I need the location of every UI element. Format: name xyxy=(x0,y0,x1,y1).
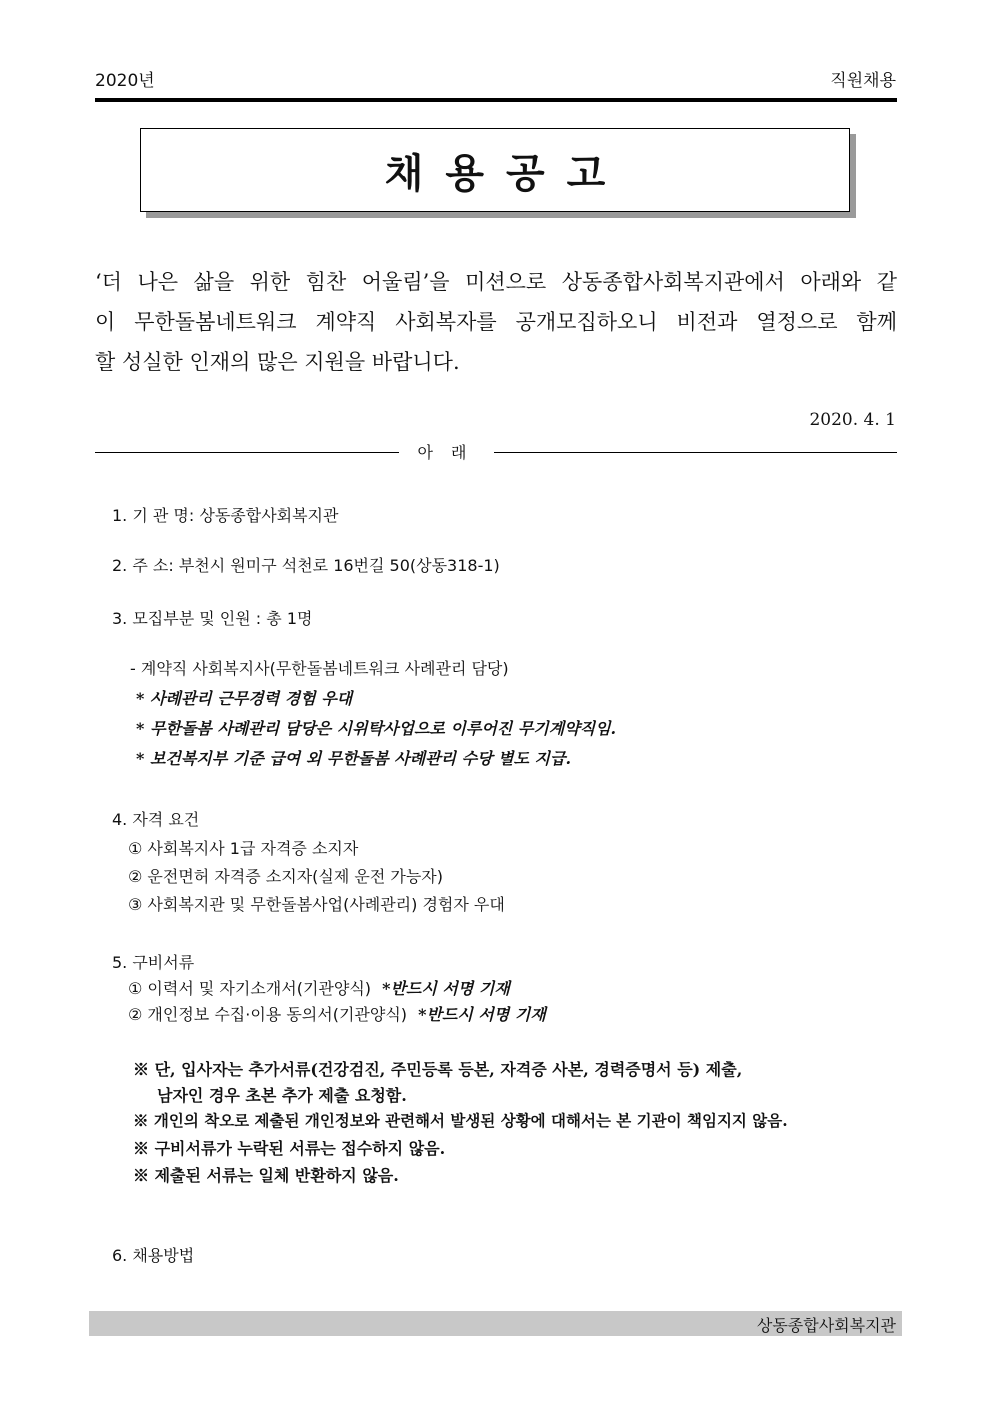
separator-line-right xyxy=(494,452,897,453)
separator-label: 아래 xyxy=(417,443,485,462)
recruitment-note: * 무한돌봄 사례관리 담당은 시위탁사업으로 이루어진 무기계약직임. xyxy=(136,719,617,738)
document-item-note: *반드시 서명 기재 xyxy=(418,1005,546,1024)
document-item-text: ① 이력서 및 자기소개서(기관양식) xyxy=(128,979,372,998)
document-item xyxy=(128,976,510,999)
title-box xyxy=(140,128,850,212)
documents-remark: ※ 개인의 착오로 제출된 개인정보와 관련해서 발생된 상황에 대해서는 본 기관이 책임지지 않음. xyxy=(133,1111,788,1130)
separator-line-left xyxy=(95,452,399,453)
qualification-item: ① 사회복지사 1급 자격증 소지자 xyxy=(128,839,359,858)
section-hiring-method-heading: 6. 채용방법 xyxy=(112,1246,195,1265)
document-item-note: *반드시 서명 기재 xyxy=(382,979,510,998)
footer-organization: 상동종합사회복지관 xyxy=(756,1316,896,1335)
documents-remark: ※ 단, 입사자는 추가서류(건강검진, 주민등록 등본, 자격증 사본, 경력증명서 등) 제출, xyxy=(133,1060,743,1079)
recruitment-note: * 사례관리 근무경력 경험 우대 xyxy=(136,689,353,708)
section-recruitment-heading: 3. 모집부분 및 인원 : 총 1명 xyxy=(112,609,313,628)
recruitment-position: - 계약직 사회복지사(무한돌봄네트워크 사례관리 담당) xyxy=(130,659,509,678)
documents-remark: ※ 구비서류가 누락된 서류는 접수하지 않음. xyxy=(133,1139,446,1158)
intro-line-1: ‘더 나은 삶을 위한 힘찬 어울림’을 미션으로 상동종합사회복지관에서 아래와 같 xyxy=(95,270,897,294)
qualification-item: ③ 사회복지관 및 무한돌봄사업(사례관리) 경험자 우대 xyxy=(128,895,505,914)
intro-line-3: 할 성실한 인재의 많은 지원을 바랍니다. xyxy=(95,350,460,374)
documents-remark: 남자인 경우 초본 추가 제출 요청함. xyxy=(157,1086,407,1105)
document-item xyxy=(128,1002,546,1025)
header-category: 직원채용 xyxy=(830,71,896,91)
qualification-item: ② 운전면허 자격증 소지자(실제 운전 가능자) xyxy=(128,867,444,886)
section-institution: 1. 기 관 명: 상동종합사회복지관 xyxy=(112,506,339,525)
section-address: 2. 주 소: 부천시 원미구 석천로 16번길 50(상동318-1) xyxy=(112,556,500,575)
section-qualifications-heading: 4. 자격 요건 xyxy=(112,810,200,829)
intro-line-2: 이 무한돌봄네트워크 계약직 사회복자를 공개모집하오니 비전과 열정으로 함께 xyxy=(95,310,897,334)
announcement-date: 2020. 4. 1 xyxy=(809,410,896,430)
section-documents-heading: 5. 구비서류 xyxy=(112,953,195,972)
header-year: 2020년 xyxy=(95,71,155,91)
documents-remark: ※ 제출된 서류는 일체 반환하지 않음. xyxy=(133,1166,399,1185)
document-item-text: ② 개인정보 수집·이용 동의서(기관양식) xyxy=(128,1005,408,1024)
recruitment-note: * 보건복지부 기준 급여 외 무한돌봄 사례관리 수당 별도 지급. xyxy=(136,749,572,768)
header-rule xyxy=(95,98,897,102)
page-title: 채용공고 xyxy=(384,150,628,197)
